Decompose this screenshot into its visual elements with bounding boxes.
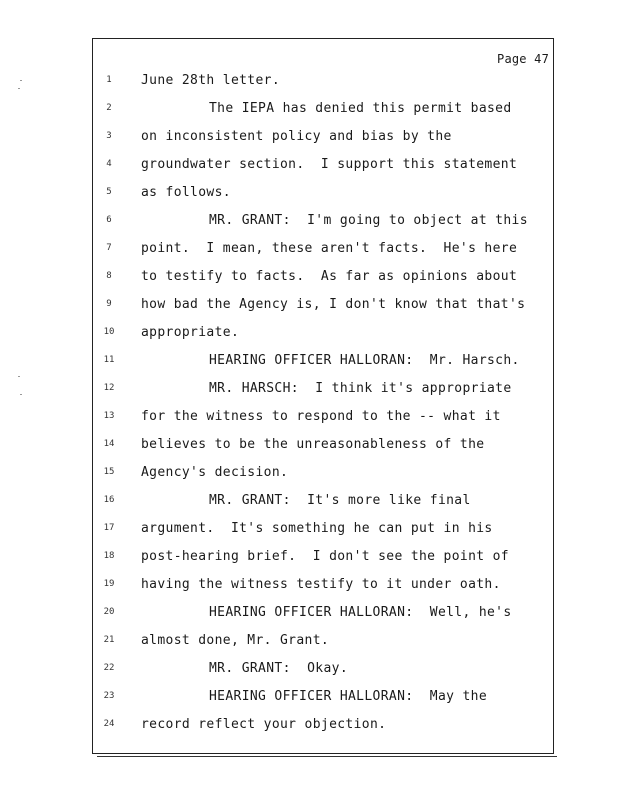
transcript-line (93, 380, 553, 400)
line-text: how bad the Agency is, I don't know that that's (141, 297, 526, 312)
line-text: argument. It's something he can put in his (141, 521, 493, 536)
transcript-line (93, 464, 553, 484)
scan-speck (20, 394, 22, 395)
line-text: HEARING OFFICER HALLORAN: May the (209, 689, 488, 704)
line-text: HEARING OFFICER HALLORAN: Well, he's (209, 605, 512, 620)
transcript-line (93, 492, 553, 512)
transcript-line (93, 212, 553, 232)
line-text: as follows. (141, 185, 231, 200)
line-number: 7 (106, 243, 112, 253)
line-number: 11 (103, 355, 115, 365)
transcript-line (93, 240, 553, 260)
line-number: 10 (103, 327, 115, 337)
line-number: 16 (103, 495, 115, 505)
line-text: post-hearing brief. I don't see the point of (141, 549, 509, 564)
scan-speck (18, 88, 20, 89)
line-text: June 28th letter. (141, 73, 281, 88)
line-number: 23 (103, 691, 115, 701)
line-number: 13 (103, 411, 115, 421)
line-text: Agency's decision. (141, 465, 289, 480)
line-text: having the witness testify to it under oath. (141, 577, 501, 592)
transcript-line (93, 352, 553, 372)
line-number: 15 (103, 467, 115, 477)
line-text: record reflect your objection. (141, 717, 387, 732)
scan-speck (18, 376, 20, 377)
line-number: 12 (103, 383, 115, 393)
line-text: MR. GRANT: I'm going to object at this (209, 213, 528, 228)
transcript-line (93, 520, 553, 540)
transcript-line (93, 156, 553, 176)
transcript-line (93, 408, 553, 428)
transcript-line (93, 128, 553, 148)
line-number: 20 (103, 607, 115, 617)
line-number: 1 (106, 75, 112, 85)
transcript-line (93, 604, 553, 624)
line-text: to testify to facts. As far as opinions about (141, 269, 518, 284)
line-text: believes to be the unreasonableness of the (141, 437, 485, 452)
line-text: appropriate. (141, 325, 240, 340)
transcript-line (93, 436, 553, 456)
line-number: 9 (106, 299, 112, 309)
line-number: 24 (103, 719, 115, 729)
line-text: for the witness to respond to the -- what it (141, 409, 501, 424)
line-text: HEARING OFFICER HALLORAN: Mr. Harsch. (209, 353, 520, 368)
scan-speck (20, 80, 22, 81)
transcript-line (93, 632, 553, 652)
transcript-line (93, 576, 553, 596)
transcript-page-frame (92, 38, 554, 754)
line-number: 8 (106, 271, 112, 281)
line-number: 22 (103, 663, 115, 673)
transcript-line (93, 660, 553, 680)
transcript-line (93, 100, 553, 120)
line-text: MR. GRANT: It's more like final (209, 493, 471, 508)
line-number: 18 (103, 551, 115, 561)
transcript-line (93, 688, 553, 708)
transcript-line (93, 716, 553, 736)
line-text: on inconsistent policy and bias by the (141, 129, 452, 144)
line-number: 5 (106, 187, 112, 197)
transcript-line (93, 72, 553, 92)
line-number: 19 (103, 579, 115, 589)
line-number: 6 (106, 215, 112, 225)
line-text: MR. GRANT: Okay. (209, 661, 349, 676)
transcript-line (93, 268, 553, 288)
line-text: almost done, Mr. Grant. (141, 633, 330, 648)
line-number: 21 (103, 635, 115, 645)
line-text: The IEPA has denied this permit based (209, 101, 512, 116)
transcript-line (93, 184, 553, 204)
line-text: point. I mean, these aren't facts. He's here (141, 241, 518, 256)
page-number: Page 47 (497, 52, 549, 66)
transcript-line (93, 548, 553, 568)
line-number: 17 (103, 523, 115, 533)
transcript-line (93, 296, 553, 316)
line-number: 2 (106, 103, 112, 113)
line-number: 14 (103, 439, 115, 449)
line-text: MR. HARSCH: I think it's appropriate (209, 381, 512, 396)
line-number: 4 (106, 159, 112, 169)
line-text: groundwater section. I support this statement (141, 157, 518, 172)
line-number: 3 (106, 131, 112, 141)
transcript-line (93, 324, 553, 344)
